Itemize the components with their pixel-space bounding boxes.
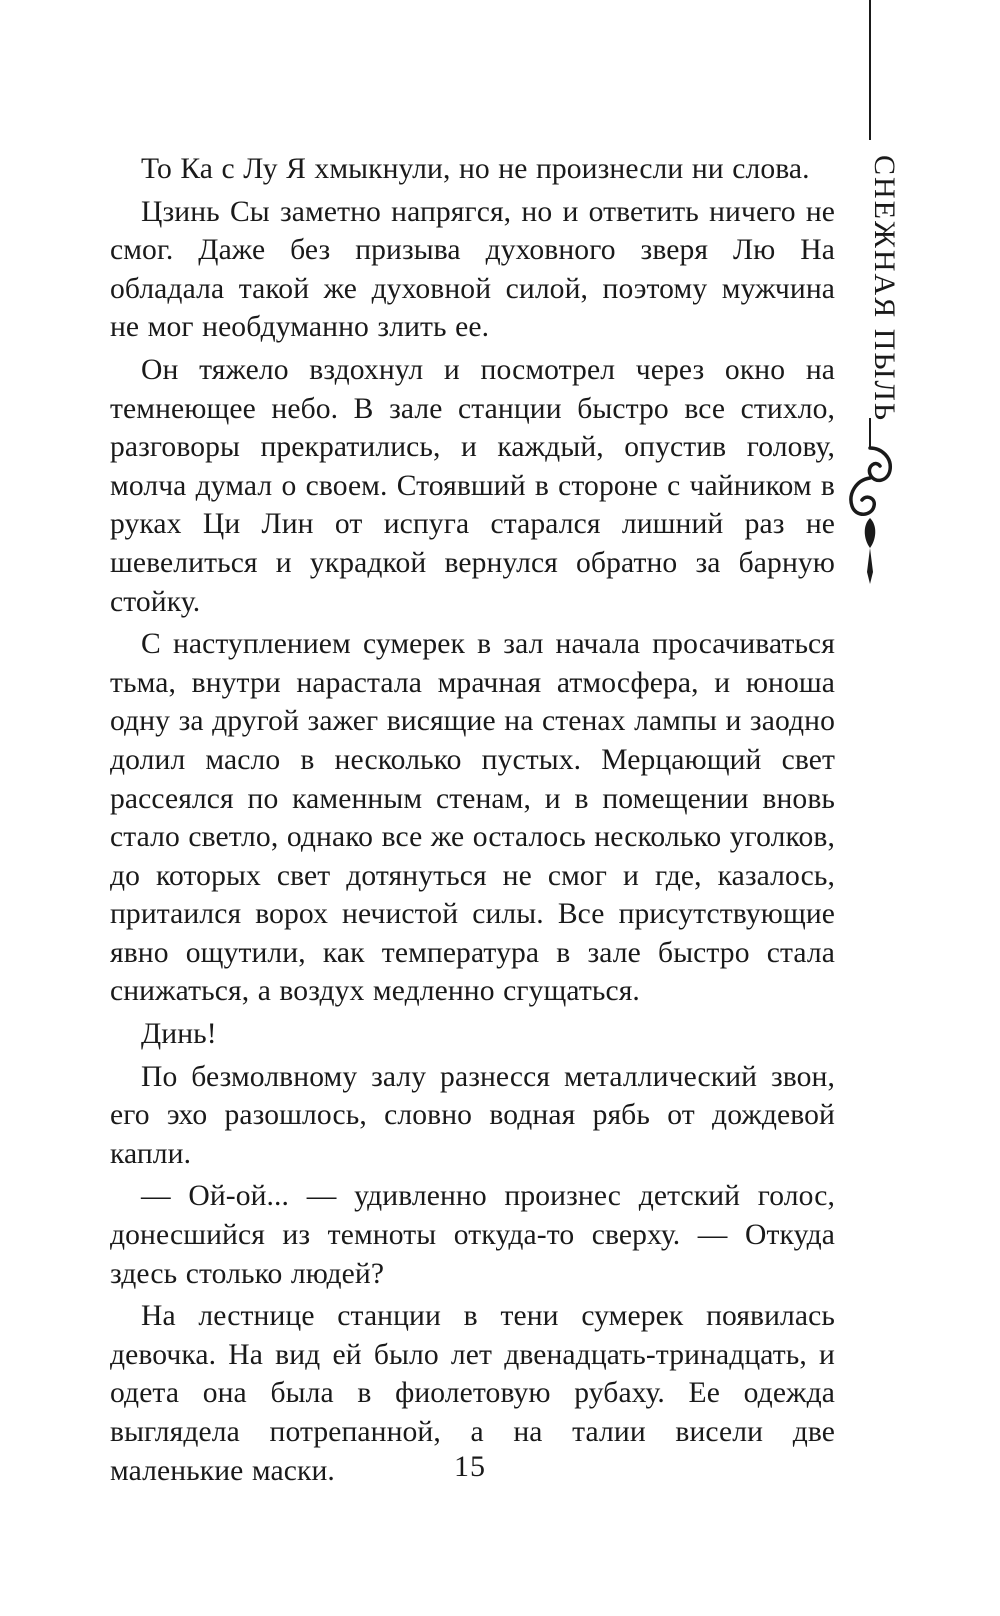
paragraph: По безмолвному залу разнесся металлический звон, его эхо разошлось, словно водная рябь от дождевой капли.: [110, 1060, 835, 1170]
flourish-icon: [851, 448, 890, 584]
paragraph: — Ой-ой... — удивленно произнес детский голос, донесшийся из темноты откуда-то сверху. — Откуда здесь столько людей?: [110, 1180, 835, 1290]
paragraph: Цзинь Сы заметно напрягся, но и ответить ничего не смог. Даже без призыва духовного зверя Лю На обладала такой же духовной силой, поэтому мужчина не мог необдуманно злить ее.: [110, 195, 835, 344]
page-body: [110, 150, 835, 1494]
paragraph: С наступлением сумерек в зал начала просачиваться тьма, внутри нарастала мрачная атмосфера, и юноша одну за другой зажег висящие на стенах лампы и заодно долил масло в несколько пустых. Мерцающий свет рассеялся по каменным стенам, и в помещении вновь стало светло, однако все же осталось несколько уголков, до которых свет дотянуться не смог и где, казалось, притаился ворох нечистой силы. Все присутствующие явно ощутили, как температура в зале быстро стала снижаться, а воздух медленно сгущаться.: [110, 628, 835, 1008]
running-head: СНЕЖНАЯ ПЫЛЬ: [868, 155, 901, 423]
paragraph: Он тяжело вздохнул и посмотрел через окно на темнеющее небо. В зале станции быстро все стихло, разговоры прекратились, и каждый, опустив голову, молча думал о своем. Стоявший в стороне с чайником в руках Ци Лин от испуга старался лишний раз не шевелиться и украдкой вернулся обратно за барную стойку.: [110, 353, 835, 618]
paragraph: Динь!: [141, 1018, 217, 1051]
paragraph: На лестнице станции в тени сумерек появилась девочка. На вид ей было лет двенадцать-тринадцать, и одета она была в фиолетовую рубаху. Ее одежда выглядела потрепанной, а на талии висели две маленькие маски.: [110, 1300, 835, 1487]
page-number: 15: [454, 1450, 486, 1483]
paragraph: То Ка с Лу Я хмыкнули, но не произнесли ни слова.: [141, 153, 810, 185]
